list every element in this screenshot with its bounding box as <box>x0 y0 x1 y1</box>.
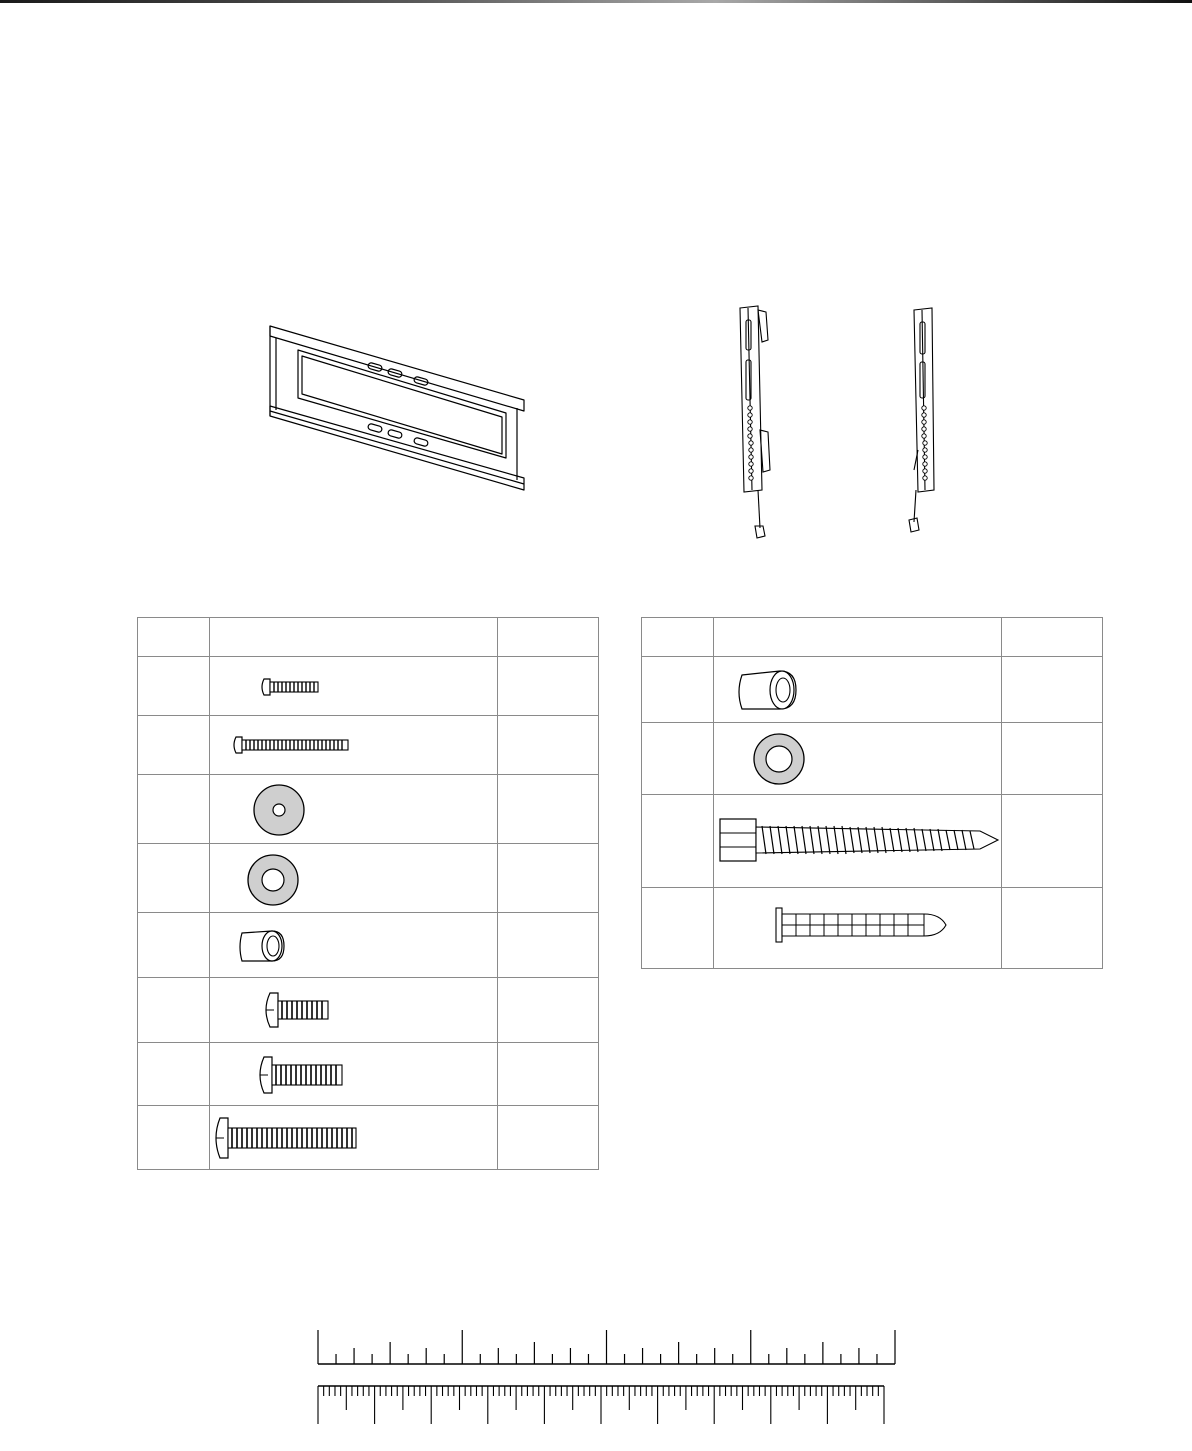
table-row <box>138 1106 599 1170</box>
lag-bolt-icon <box>718 813 1000 869</box>
table-row <box>138 844 599 913</box>
header-cell <box>642 618 714 657</box>
medium-bolt-icon <box>256 1055 346 1095</box>
table-row <box>138 913 599 978</box>
header-cell <box>138 618 210 657</box>
large-washer-icon <box>246 853 300 907</box>
spacer-icon <box>238 927 288 965</box>
table-header-row <box>138 618 599 657</box>
short-bolt-icon <box>262 991 332 1029</box>
table-row <box>642 795 1103 888</box>
page-header-bar <box>0 0 1192 3</box>
small-washer-icon <box>252 783 306 837</box>
table-header-row <box>642 618 1103 657</box>
spacer-icon <box>736 667 802 713</box>
short-screw-icon <box>260 675 322 699</box>
header-cell <box>714 618 1002 657</box>
header-cell <box>1002 618 1103 657</box>
hardware-table-left <box>137 617 599 1170</box>
washer-icon <box>748 732 810 786</box>
table-row <box>642 723 1103 795</box>
table-row <box>138 978 599 1043</box>
hardware-table-right <box>641 617 1103 969</box>
long-screw-icon <box>232 733 352 757</box>
table-row <box>138 775 599 844</box>
wall-anchor-icon <box>774 906 950 944</box>
table-row <box>138 1043 599 1106</box>
long-bolt-icon <box>212 1116 360 1160</box>
table-row <box>642 657 1103 723</box>
header-cell <box>210 618 498 657</box>
table-row <box>642 888 1103 969</box>
table-row <box>138 716 599 775</box>
measuring-ruler <box>300 1322 900 1432</box>
table-row <box>138 657 599 716</box>
header-cell <box>498 618 599 657</box>
wall-plate-drawing <box>262 318 534 500</box>
mounting-brackets-drawing <box>728 300 948 542</box>
